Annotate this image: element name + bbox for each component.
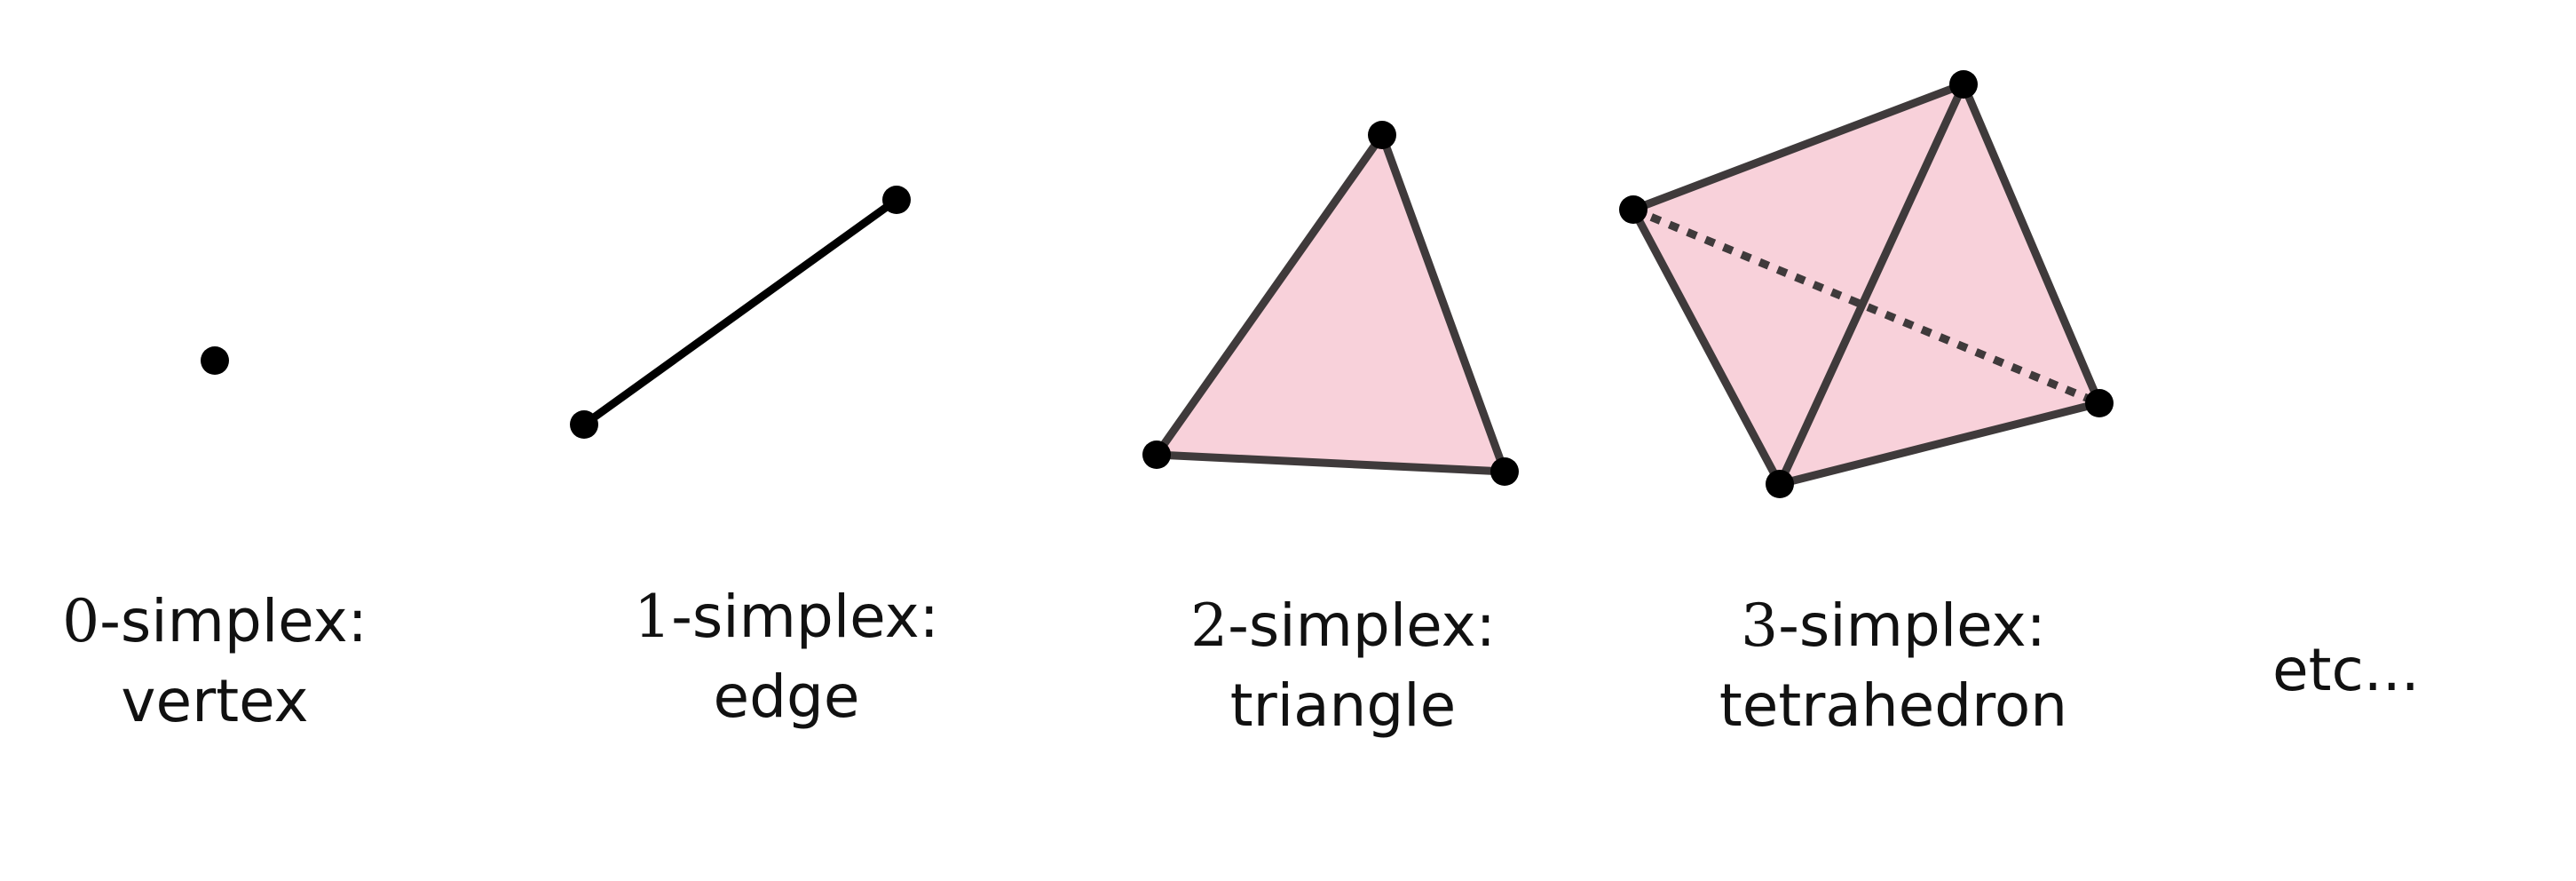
triangle-vertex-top bbox=[1368, 121, 1396, 149]
caption-triangle-suffix: -simplex: bbox=[1228, 591, 1496, 660]
vertex-point bbox=[201, 346, 229, 375]
caption-triangle-title bbox=[1112, 586, 1574, 666]
tetrahedron-vertex-left bbox=[1619, 195, 1648, 224]
caption-tetrahedron-title bbox=[1663, 586, 2124, 666]
caption-tetrahedron-name: tetrahedron bbox=[1719, 671, 2068, 740]
triangle-vertex-right bbox=[1490, 457, 1519, 486]
tetrahedron-vertex-right bbox=[2085, 389, 2114, 417]
caption-edge bbox=[556, 577, 1017, 737]
edge-vertex-b bbox=[882, 186, 911, 214]
caption-edge-suffix: -simplex: bbox=[671, 583, 939, 651]
caption-triangle bbox=[1112, 586, 1574, 746]
tetrahedron-face bbox=[1633, 84, 2099, 484]
zero-simplex bbox=[201, 346, 229, 375]
caption-edge-number: 1 bbox=[634, 583, 672, 651]
caption-vertex-suffix: -simplex: bbox=[99, 587, 367, 655]
three-simplex bbox=[1619, 70, 2114, 498]
caption-tetrahedron-number: 3 bbox=[1741, 591, 1779, 660]
caption-triangle-name: triangle bbox=[1229, 671, 1457, 740]
caption-vertex-number: 0 bbox=[62, 587, 100, 655]
caption-vertex-name: vertex bbox=[121, 667, 309, 735]
caption-tetrahedron-suffix: -simplex: bbox=[1778, 591, 2046, 660]
tetrahedron-vertex-bottom bbox=[1766, 470, 1794, 498]
two-simplex bbox=[1142, 121, 1519, 486]
caption-vertex-title bbox=[0, 582, 446, 662]
caption-edge-name: edge bbox=[713, 663, 860, 731]
edge-vertex-a bbox=[570, 410, 598, 439]
triangle-vertex-left bbox=[1142, 440, 1171, 469]
etc-label: etc... bbox=[2272, 636, 2420, 704]
caption-triangle-number: 2 bbox=[1190, 591, 1229, 660]
caption-vertex bbox=[0, 582, 446, 742]
caption-edge-title bbox=[556, 577, 1017, 657]
one-simplex bbox=[570, 186, 911, 439]
caption-tetrahedron bbox=[1663, 586, 2124, 746]
triangle-face bbox=[1157, 135, 1505, 472]
tetrahedron-vertex-top bbox=[1949, 70, 1978, 99]
edge-line bbox=[584, 200, 897, 425]
